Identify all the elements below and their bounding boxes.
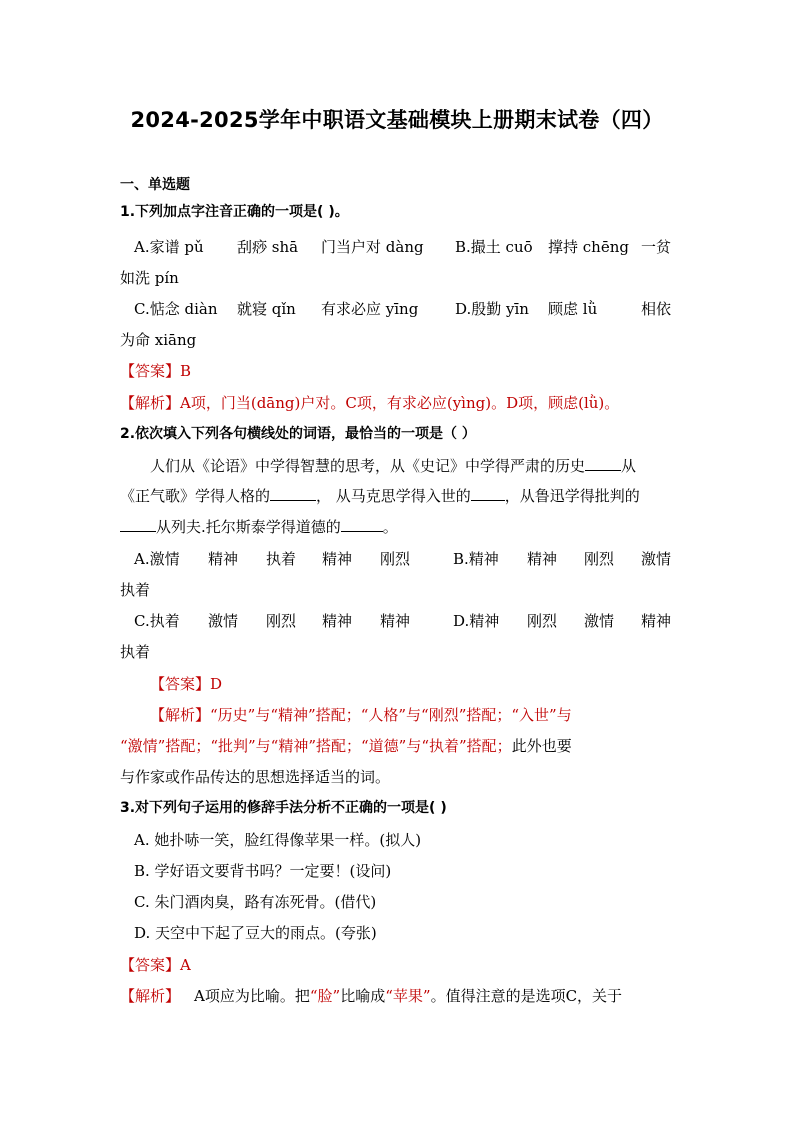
q2-passage-line-3 [120, 517, 398, 537]
q1-option-b-2: 撑持 chēng [548, 238, 629, 256]
q2-analysis-text-1: “历史”与“精神”搭配；“人格”与“刚烈”搭配；“入世”与 [210, 706, 572, 724]
q1-option-b-3: 一贫 [641, 238, 672, 256]
q2-option-a-1: A.激情 [134, 550, 180, 568]
q1-option-a-2: 刮痧 shā [237, 238, 299, 256]
q2-option-b-4: 激情 [641, 550, 672, 568]
q1-answer-label: 【答案】 [120, 362, 181, 380]
q1-option-d-3: 相依 [641, 300, 672, 318]
q2-option-a-4: 精神 [322, 550, 353, 568]
section-heading: 一、单选题 [120, 177, 190, 193]
q2-blank-1 [585, 456, 621, 471]
q2-blank-3 [471, 486, 505, 501]
q1-analysis [120, 393, 619, 413]
q2-passage-3a: 从列夫.托尔斯泰学得道德的 [156, 518, 341, 536]
q2-analysis-text-2b: 此外也要 [511, 737, 572, 755]
q2-option-d-2: 刚烈 [527, 612, 558, 630]
q1-analysis-label: 【解析】 [120, 394, 181, 412]
q3-analysis-b: “脸” [309, 987, 341, 1005]
q2-passage-2a: 《正气歌》学得人格的 [120, 487, 271, 505]
q2-answer [150, 674, 222, 694]
q2-option-b-1: B.精神 [453, 550, 499, 568]
q1-option-d-wrap: 为命 xiāng [120, 331, 197, 349]
q2-option-a-2: 精神 [208, 550, 239, 568]
q1-option-a-3: 门当户对 dàng [321, 238, 424, 256]
q3-option-a: A. 她扑哧一笑，脸红得像苹果一样。(拟人) [134, 831, 422, 849]
q2-answer-value: D [210, 675, 223, 693]
q1-option-c-1: C.惦念 diàn [134, 300, 218, 318]
q3-answer-value: A [180, 956, 191, 974]
q3-analysis-c: 比喻成 [340, 987, 386, 1005]
q2-option-c-5: 精神 [380, 612, 411, 630]
q2-passage-line-1 [150, 456, 636, 476]
q1-option-b-wrap: 如洗 pín [120, 269, 179, 287]
q2-passage-2b: ， 从马克思学得入世的 [316, 487, 471, 505]
q2-answer-label: 【答案】 [150, 675, 211, 693]
q2-blank-5 [341, 517, 383, 532]
q2-option-c-1: C.执着 [134, 612, 180, 630]
q2-analysis-label: 【解析】 [150, 706, 211, 724]
q2-passage-1b: 从 [621, 457, 637, 475]
q2-passage-2c: ，从鲁迅学得批判的 [504, 487, 640, 505]
q1-answer [120, 361, 191, 381]
q2-passage-3b: 。 [382, 518, 398, 536]
q3-answer-label: 【答案】 [120, 956, 181, 974]
q1-option-d-2: 顾虑 lǜ [548, 300, 598, 318]
q3-option-c: C. 朱门酒肉臭，路有冻死骨。(借代) [134, 893, 377, 911]
q1-option-c-2: 就寝 qǐn [237, 300, 296, 318]
q2-option-c-2: 激情 [208, 612, 239, 630]
q3-analysis [120, 986, 622, 1006]
q2-option-d-4: 精神 [641, 612, 672, 630]
q3-analysis-d: “苹果” [385, 987, 431, 1005]
q2-option-d-1: D.精神 [453, 612, 500, 630]
question-2: 2.依次填入下列各句横线处的词语，最恰当的一项是（ ） [120, 426, 476, 442]
q2-option-c-3: 刚烈 [266, 612, 297, 630]
q3-option-d: D. 天空中下起了豆大的雨点。(夸张) [134, 924, 377, 942]
q2-option-a-5: 刚烈 [380, 550, 411, 568]
q1-option-c-3: 有求必应 yīng [321, 300, 419, 318]
q3-analysis-label: 【解析】 [120, 987, 181, 1005]
q2-option-b-2: 精神 [527, 550, 558, 568]
q3-analysis-e: 。值得注意的是选项C，关于 [430, 987, 623, 1005]
q2-analysis-text-2: “激情”搭配；“批判”与“精神”搭配；“道德”与“执着”搭配； [120, 737, 512, 755]
q2-passage-line-2 [120, 486, 640, 506]
q2-option-b-3: 刚烈 [584, 550, 615, 568]
q2-passage-1a: 人们从《论语》中学得智慧的思考，从《史记》中学得严肃的历史 [150, 457, 586, 475]
q1-option-a-1: A.家谱 pǔ [134, 238, 204, 256]
q1-answer-value: B [180, 362, 192, 380]
q1-option-b-1: B.撮土 cuō [455, 238, 533, 256]
question-3: 3.对下列句子运用的修辞手法分析不正确的一项是( ) [120, 800, 447, 816]
q2-analysis-line-1 [150, 705, 572, 725]
q1-analysis-text: A项，门当(dāng)户对。C项，有求必应(yìng)。D项，顾虑(lǜ)。 [180, 394, 620, 412]
question-1: 1.下列加点字注音正确的一项是( )。 [120, 204, 349, 220]
q3-option-b: B. 学好语文要背书吗？一定要！(设问) [134, 862, 392, 880]
q2-option-a-3: 执着 [266, 550, 297, 568]
q2-option-c-4: 精神 [322, 612, 353, 630]
q3-analysis-a: A项应为比喻。把 [194, 987, 310, 1005]
q3-answer [120, 955, 191, 975]
q1-option-d-1: D.殷勤 yīn [455, 300, 529, 318]
q2-option-d-wrap: 执着 [120, 643, 151, 661]
q2-option-d-3: 激情 [584, 612, 615, 630]
q2-option-b-wrap: 执着 [120, 581, 151, 599]
q2-blank-2 [270, 486, 316, 501]
q2-analysis-line-2 [120, 736, 572, 756]
page-title: 2024-2025学年中职语文基础模块上册期末试卷（四） [130, 108, 664, 132]
q2-analysis-line-3: 与作家或作品传达的思想选择适当的词。 [120, 768, 391, 786]
q2-blank-4 [120, 517, 156, 532]
